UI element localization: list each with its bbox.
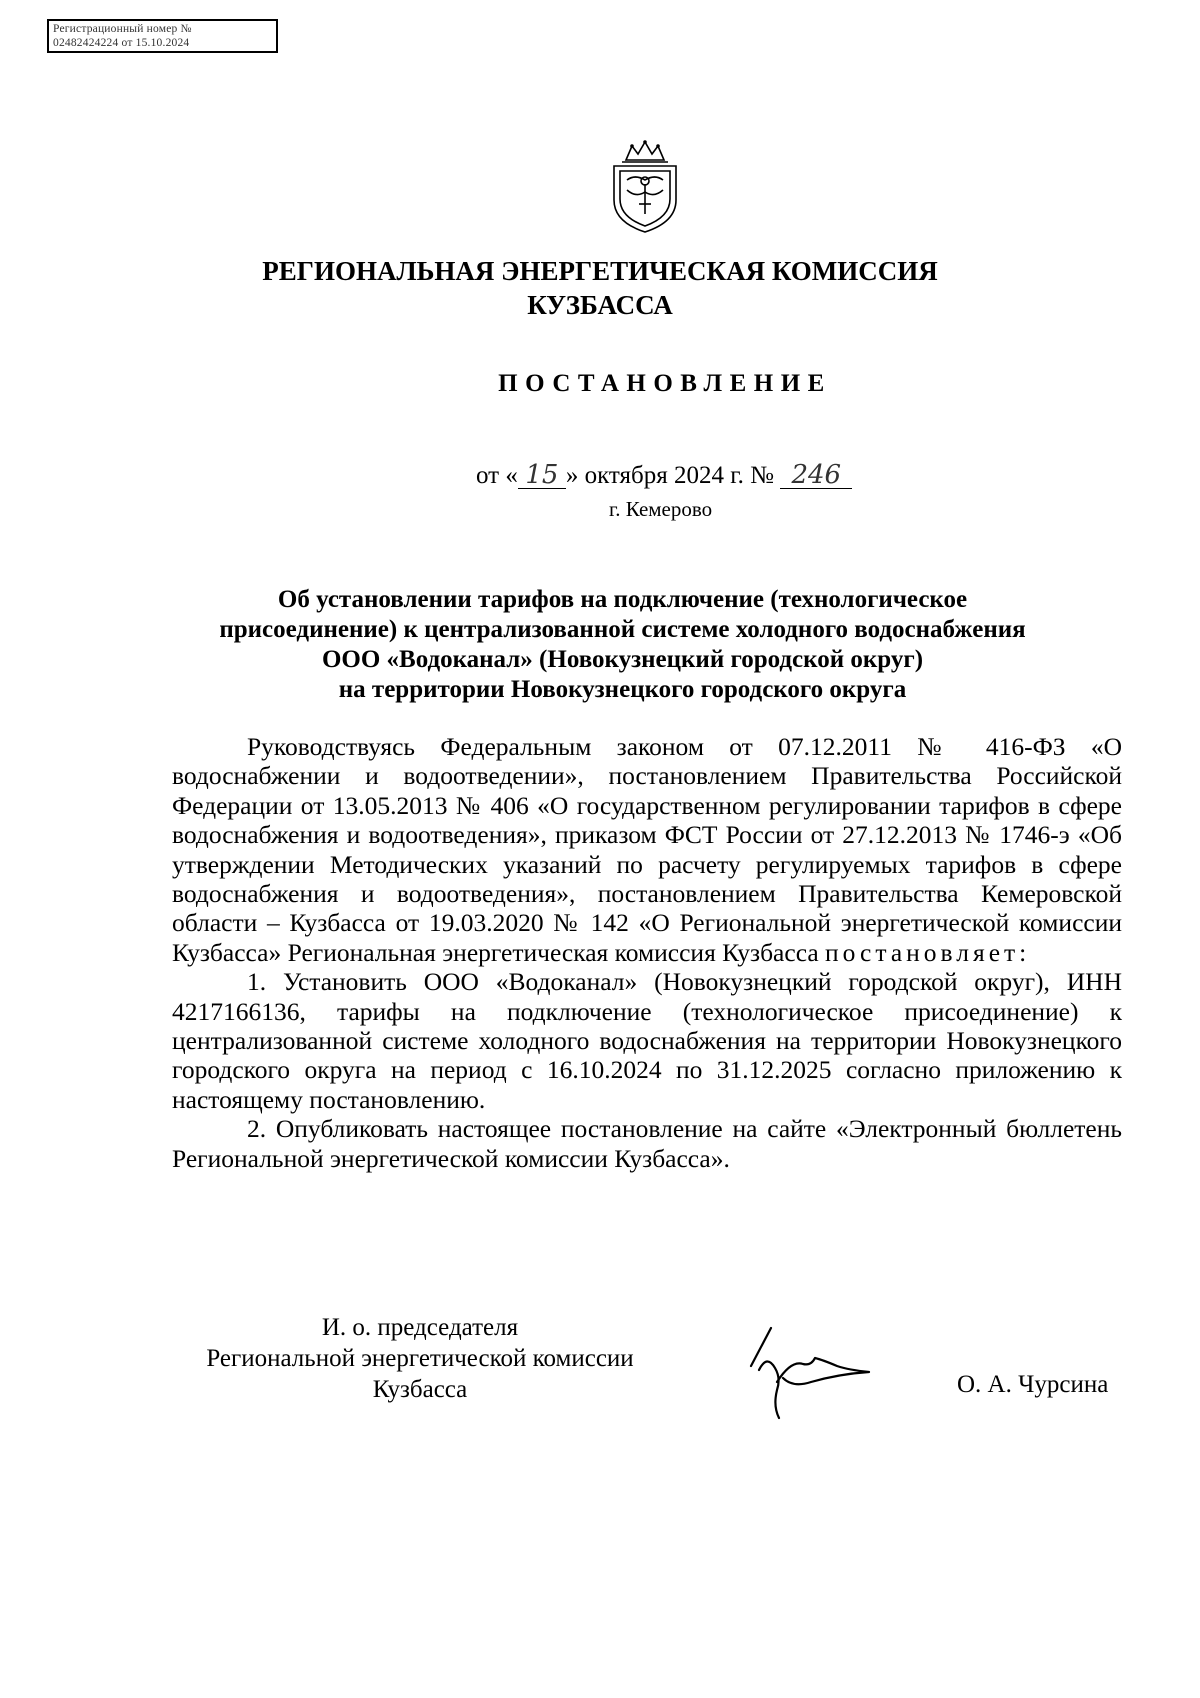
organization-line-2: КУЗБАССА bbox=[527, 290, 673, 320]
handwritten-day: 15 bbox=[518, 462, 566, 489]
subject-line-3: ООО «Водоканал» (Новокузнецкий городской округ) bbox=[321, 646, 924, 673]
signatory-title-line-2: Региональной энергетической комиссии bbox=[206, 1345, 634, 1372]
subject-line-2: присоединение) к централизованной системе холодного водоснабжения bbox=[219, 616, 1026, 643]
signatory-title-line-1: И. о. председателя bbox=[321, 1314, 519, 1341]
subject-line-1: Об установлении тарифов на подключение (технологическое bbox=[277, 586, 968, 613]
date-prefix: от « bbox=[476, 462, 518, 489]
document-date-line bbox=[476, 462, 852, 490]
item-1-paragraph: 1. Установить ООО «Водоканал» (Новокузнецкий городской округ), ИНН 4217166136, тарифы на подключение (технологическое присоединение) к централизованной системе холодного водоснабжения на территории Новокузнецкого городского округа на период с 16.10.2024 по 31.12.2025 согласно приложению к настоящему постановлению. bbox=[172, 967, 1122, 1114]
subject-line-4: на территории Новокузнецкого городского округа bbox=[338, 676, 907, 703]
registration-stamp bbox=[47, 19, 278, 53]
document-type: ПОСТАНОВЛЕНИЕ bbox=[498, 370, 832, 397]
document-subject bbox=[150, 585, 1095, 705]
registration-line-1: Регистрационный номер № bbox=[53, 23, 192, 35]
signatory-title bbox=[150, 1312, 690, 1405]
registration-line-2: 02482424224 от 15.10.2024 bbox=[53, 37, 190, 49]
handwritten-number: 246 bbox=[780, 462, 852, 489]
handwritten-signature bbox=[745, 1320, 875, 1420]
preamble-text: Руководствуясь Федеральным законом от 07.12.2011 № 416-ФЗ «О водоснабжении и водоотведении», постановлением Правительства Российской Федерации от 13.05.2013 № 406 «О государственном регулировании тарифов в сфере водоснабжения и водоотведения», приказом ФСТ России от 27.12.2013 № 1746-э «Об утверждении Методических указаний по расчету регулируемых тарифов в сфере водоснабжения и водоотведения», постановлением Правительства Кемеровской области – Кузбасса от 19.03.2020 № 142 «О Региональной энергетической комиссии Кузбасса» Региональная энергетическая комиссия Кузбасса bbox=[172, 732, 1122, 967]
organization-line-1: РЕГИОНАЛЬНАЯ ЭНЕРГЕТИЧЕСКАЯ КОМИССИЯ bbox=[262, 256, 938, 286]
signatory-title-line-3: Кузбасса bbox=[372, 1376, 468, 1403]
preamble-paragraph bbox=[172, 732, 1122, 967]
item-2-paragraph: 2. Опубликовать настоящее постановление на сайте «Электронный бюллетень Региональной энергетической комиссии Кузбасса». bbox=[172, 1114, 1122, 1173]
signatory-name: О. А. Чурсина bbox=[957, 1371, 1109, 1398]
date-month-year: » октября 2024 г. № bbox=[565, 462, 775, 489]
document-body bbox=[172, 732, 1122, 1173]
decree-word: постановляет: bbox=[825, 937, 1031, 967]
coat-of-arms-icon bbox=[604, 140, 686, 234]
document-city: г. Кемерово bbox=[609, 497, 713, 521]
organization-name bbox=[0, 254, 1200, 322]
